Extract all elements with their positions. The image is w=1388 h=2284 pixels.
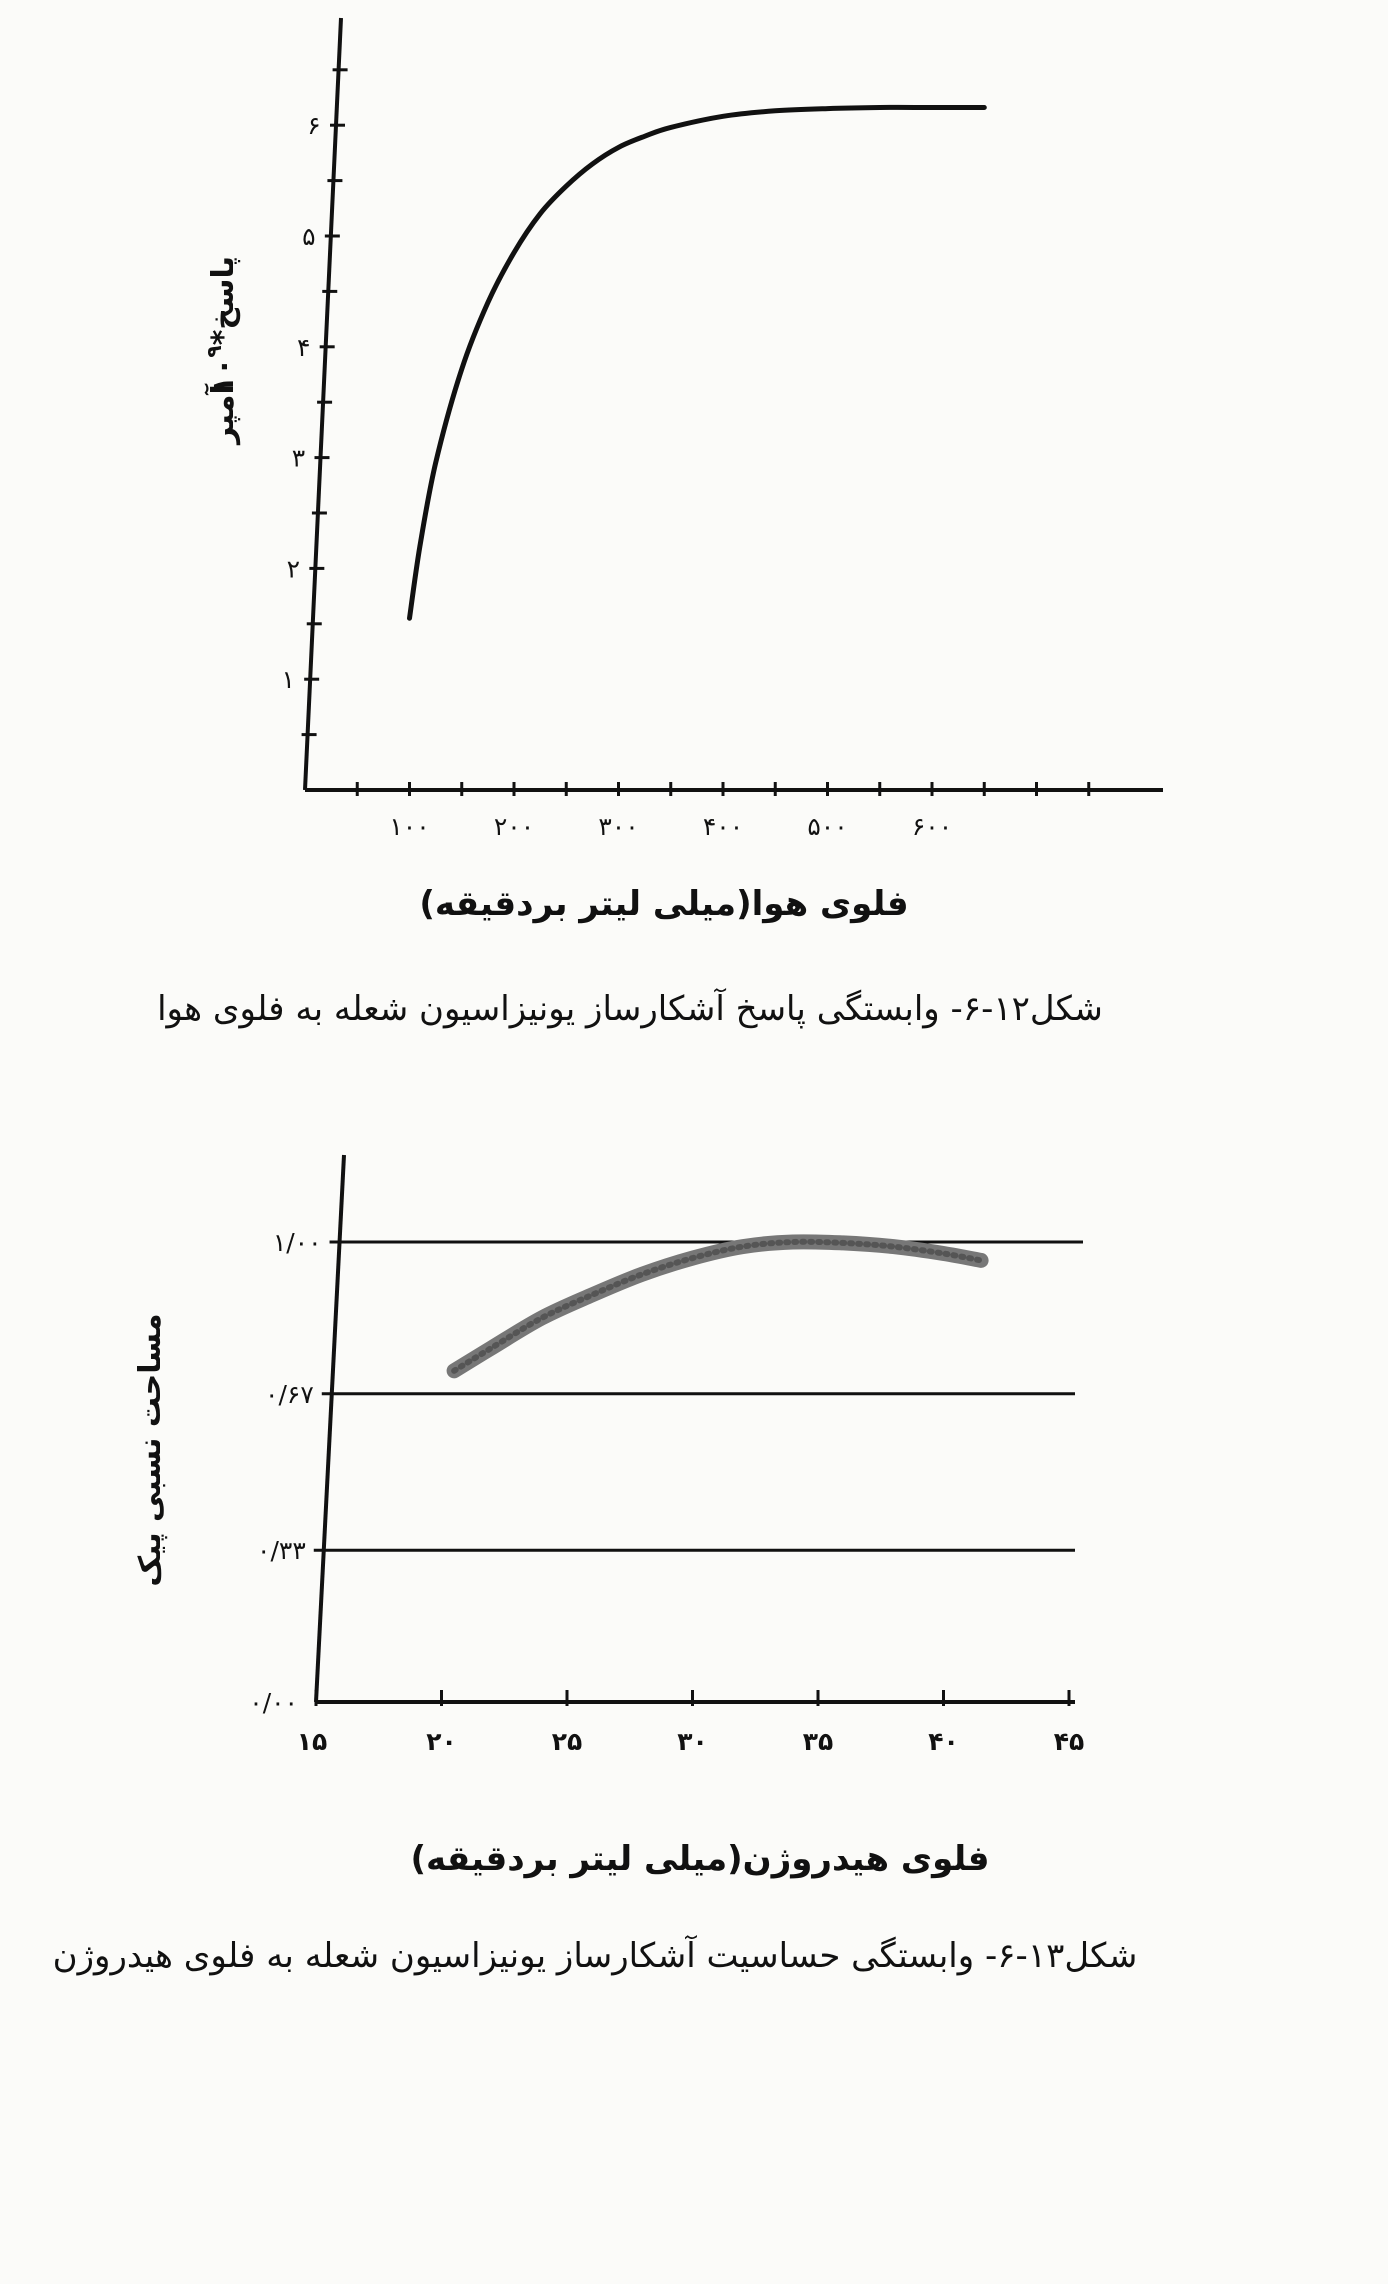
y-axis-label-1 (202, 256, 241, 446)
y-axis-label-1-base: ۱۰ (206, 357, 241, 395)
series-line-2 (454, 1242, 981, 1371)
y-tick-labels-2 (249, 1228, 321, 1717)
y-tick-label: ۱/۰۰ (272, 1228, 322, 1257)
chart-air-flow (157, 18, 1163, 1029)
series-line-1 (410, 107, 985, 618)
y-tick-label: ۶ (307, 111, 321, 141)
x-tick-label: ۴۰۰ (702, 812, 744, 841)
y-tick-label: ۳ (291, 443, 306, 473)
y-ticks-1 (302, 70, 348, 735)
y-tick-label: ۴ (296, 332, 311, 362)
x-tick-label: ۱۵ (296, 1727, 328, 1756)
y-axis-label-1-word1: پاسخ (206, 256, 241, 330)
series-line-2-texture (454, 1242, 981, 1371)
y-tick-label: ۰/۰۰ (249, 1688, 298, 1717)
x-tick-label: ۲۰۰ (493, 812, 535, 841)
y-axis-label-1-exponent: ۹ (202, 345, 226, 358)
y-axis-label-2: مساحت نسبی پیک (133, 1313, 168, 1587)
x-tick-label: ۴۵ (1053, 1727, 1085, 1756)
x-tick-label: ۳۰۰ (598, 812, 639, 841)
figure-caption-2: شکل۱۳-۶- وابستگی حساسیت آشکارساز یونیزاسیون شعله به فلوی هیدروژن (52, 1936, 1138, 1976)
y-axis-label-1-unit: آمپر (206, 384, 241, 444)
y-tick-label: ۲ (286, 554, 301, 584)
x-tick-label: ۳۰ (677, 1727, 708, 1756)
y-tick-label: ۵ (302, 222, 316, 251)
x-axis-label-2: فلوی هیدروژن(میلی لیتر بردقیقه) (410, 1839, 990, 1879)
y-tick-label: ۱ (281, 665, 295, 695)
x-tick-label: ۱۰۰ (389, 812, 430, 841)
y-tick-label: ۰/۶۷ (265, 1379, 314, 1409)
x-tick-labels-2 (297, 1727, 1085, 1756)
x-tick-label: ۳۵ (802, 1727, 834, 1756)
y-tick-label: ۰/۳۳ (257, 1536, 306, 1566)
x-tick-label: ۵۰۰ (807, 812, 848, 841)
x-axis-label-1: فلوی هوا(میلی لیتر بردقیقه) (419, 884, 909, 924)
gridlines-2 (314, 1242, 1083, 1550)
x-tick-label: ۴۰ (928, 1727, 959, 1756)
x-tick-label: ۲۵ (551, 1727, 583, 1756)
y-axis-label-1-star: * (206, 329, 241, 346)
x-tick-labels-1 (389, 812, 952, 841)
x-tick-label: ۲۰ (426, 1727, 457, 1756)
figure-caption-1: شکل۱۲-۶- وابستگی پاسخ آشکارساز یونیزاسیون شعله به فلوی هوا (157, 989, 1103, 1029)
x-tick-label: ۶۰۰ (911, 812, 953, 841)
chart-hydrogen-flow (53, 1155, 1138, 1976)
